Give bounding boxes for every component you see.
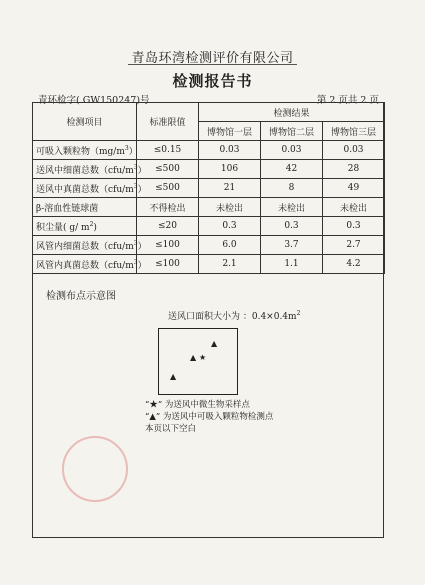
result-cell: 未检出 (199, 198, 261, 217)
result-cell: 106 (199, 160, 261, 179)
result-cell: 0.3 (261, 217, 323, 236)
item-cell (33, 198, 137, 217)
item-unit-tail: ） (137, 184, 147, 195)
table-row (33, 141, 385, 160)
item-cell (33, 141, 137, 160)
item-cell (33, 160, 147, 179)
layout-diagram (158, 328, 238, 395)
item-unit-tail: ） (137, 260, 147, 271)
blank-note: 本页以下空白 (145, 424, 197, 434)
item-text: 送风中细菌总数（cfu/m (36, 165, 134, 176)
vent-area-sup: 2 (296, 310, 301, 317)
result-cell: 0.03 (323, 141, 385, 160)
result-cell: 2.1 (199, 255, 261, 274)
triangle-marker-icon: ▲ (170, 372, 177, 381)
item-unit-sup: 3 (133, 182, 138, 190)
table-row (33, 217, 385, 236)
item-unit-tail: ) (93, 222, 97, 233)
legend-triangle: “▲” 为送风中可吸入颗粒物检测点 (145, 412, 274, 422)
header-location: 博物馆三层 (323, 122, 385, 141)
result-cell: 0.3 (199, 217, 261, 236)
item-unit-tail: ） (137, 165, 147, 176)
company-underline (128, 64, 297, 65)
result-cell: 0.03 (199, 141, 261, 160)
result-cell: 2.7 (323, 236, 385, 255)
result-cell: 6.0 (199, 236, 261, 255)
legend-star: “★” 为送风中微生物采样点 (145, 400, 250, 410)
item-text: β-溶血性链球菌 (36, 203, 99, 214)
company-name: 青岛环湾检测评价有限公司 (131, 51, 294, 66)
triangle-marker-icon: ▲ (211, 339, 218, 348)
result-cell: 未检出 (261, 198, 323, 217)
header-limit: 标准限值 (137, 103, 199, 141)
page-number: 第 2 页共 2 页 (316, 95, 379, 106)
result-cell: 未检出 (323, 198, 385, 217)
section-title: 检测布点示意图 (46, 291, 116, 302)
results-table (32, 102, 385, 274)
limit-cell: 不得检出 (137, 198, 199, 217)
report-title: 检测报告书 (172, 72, 253, 90)
result-cell: 1.1 (261, 255, 323, 274)
vent-area-text: 送风口面积大小为 ：0.4×0.4m (168, 312, 297, 322)
faint-seal (62, 436, 128, 502)
item-cell (33, 236, 147, 255)
header-location: 博物馆二层 (261, 122, 323, 141)
limit-cell: ≤100 (137, 255, 199, 274)
limit-cell: ≤20 (137, 217, 199, 236)
item-unit-sup: 3 (133, 163, 138, 171)
item-cell (33, 255, 147, 274)
item-cell (33, 179, 147, 198)
item-unit-sup: 2 (89, 220, 94, 228)
table-row (33, 236, 385, 255)
result-cell: 28 (323, 160, 385, 179)
item-text: 可吸入颗粒物（mg/m (36, 146, 125, 157)
table-row (33, 255, 385, 274)
limit-cell: ≤100 (137, 236, 199, 255)
item-text: 送风中真菌总数（cfu/m (36, 184, 134, 195)
item-unit-sup: 3 (133, 258, 138, 266)
item-text: 积尘量( g/ m (36, 222, 90, 233)
document-number: 青环检字( GW150247)号 (38, 95, 150, 106)
table-row (33, 160, 385, 179)
star-marker-icon: ★ (199, 353, 207, 362)
result-cell: 8 (261, 179, 323, 198)
limit-cell: ≤500 (137, 179, 199, 198)
table-row (33, 179, 385, 198)
triangle-marker-icon: ▲ (190, 353, 197, 362)
item-text: 风管内真菌总数（cfu/m (36, 260, 134, 271)
table-header-row (33, 103, 385, 122)
header-item: 检测项目 (33, 103, 137, 141)
result-cell: 4.2 (323, 255, 385, 274)
item-unit-sup: 3 (133, 239, 138, 247)
header-results: 检测结果 (199, 103, 385, 122)
item-unit-sup: 3 (124, 144, 129, 152)
header-location: 博物馆一层 (199, 122, 261, 141)
table-row (33, 198, 385, 217)
result-cell: 42 (261, 160, 323, 179)
item-unit-tail: ） (128, 146, 138, 157)
item-unit-tail: ） (137, 241, 147, 252)
limit-cell: ≤0.15 (137, 141, 199, 160)
result-cell: 0.3 (323, 217, 385, 236)
limit-cell: ≤500 (137, 160, 199, 179)
result-cell: 3.7 (261, 236, 323, 255)
result-cell: 21 (199, 179, 261, 198)
result-cell: 49 (323, 179, 385, 198)
vent-area-note (168, 309, 300, 322)
item-text: 风管内细菌总数（cfu/m (36, 241, 134, 252)
item-cell (33, 217, 137, 236)
result-cell: 0.03 (261, 141, 323, 160)
